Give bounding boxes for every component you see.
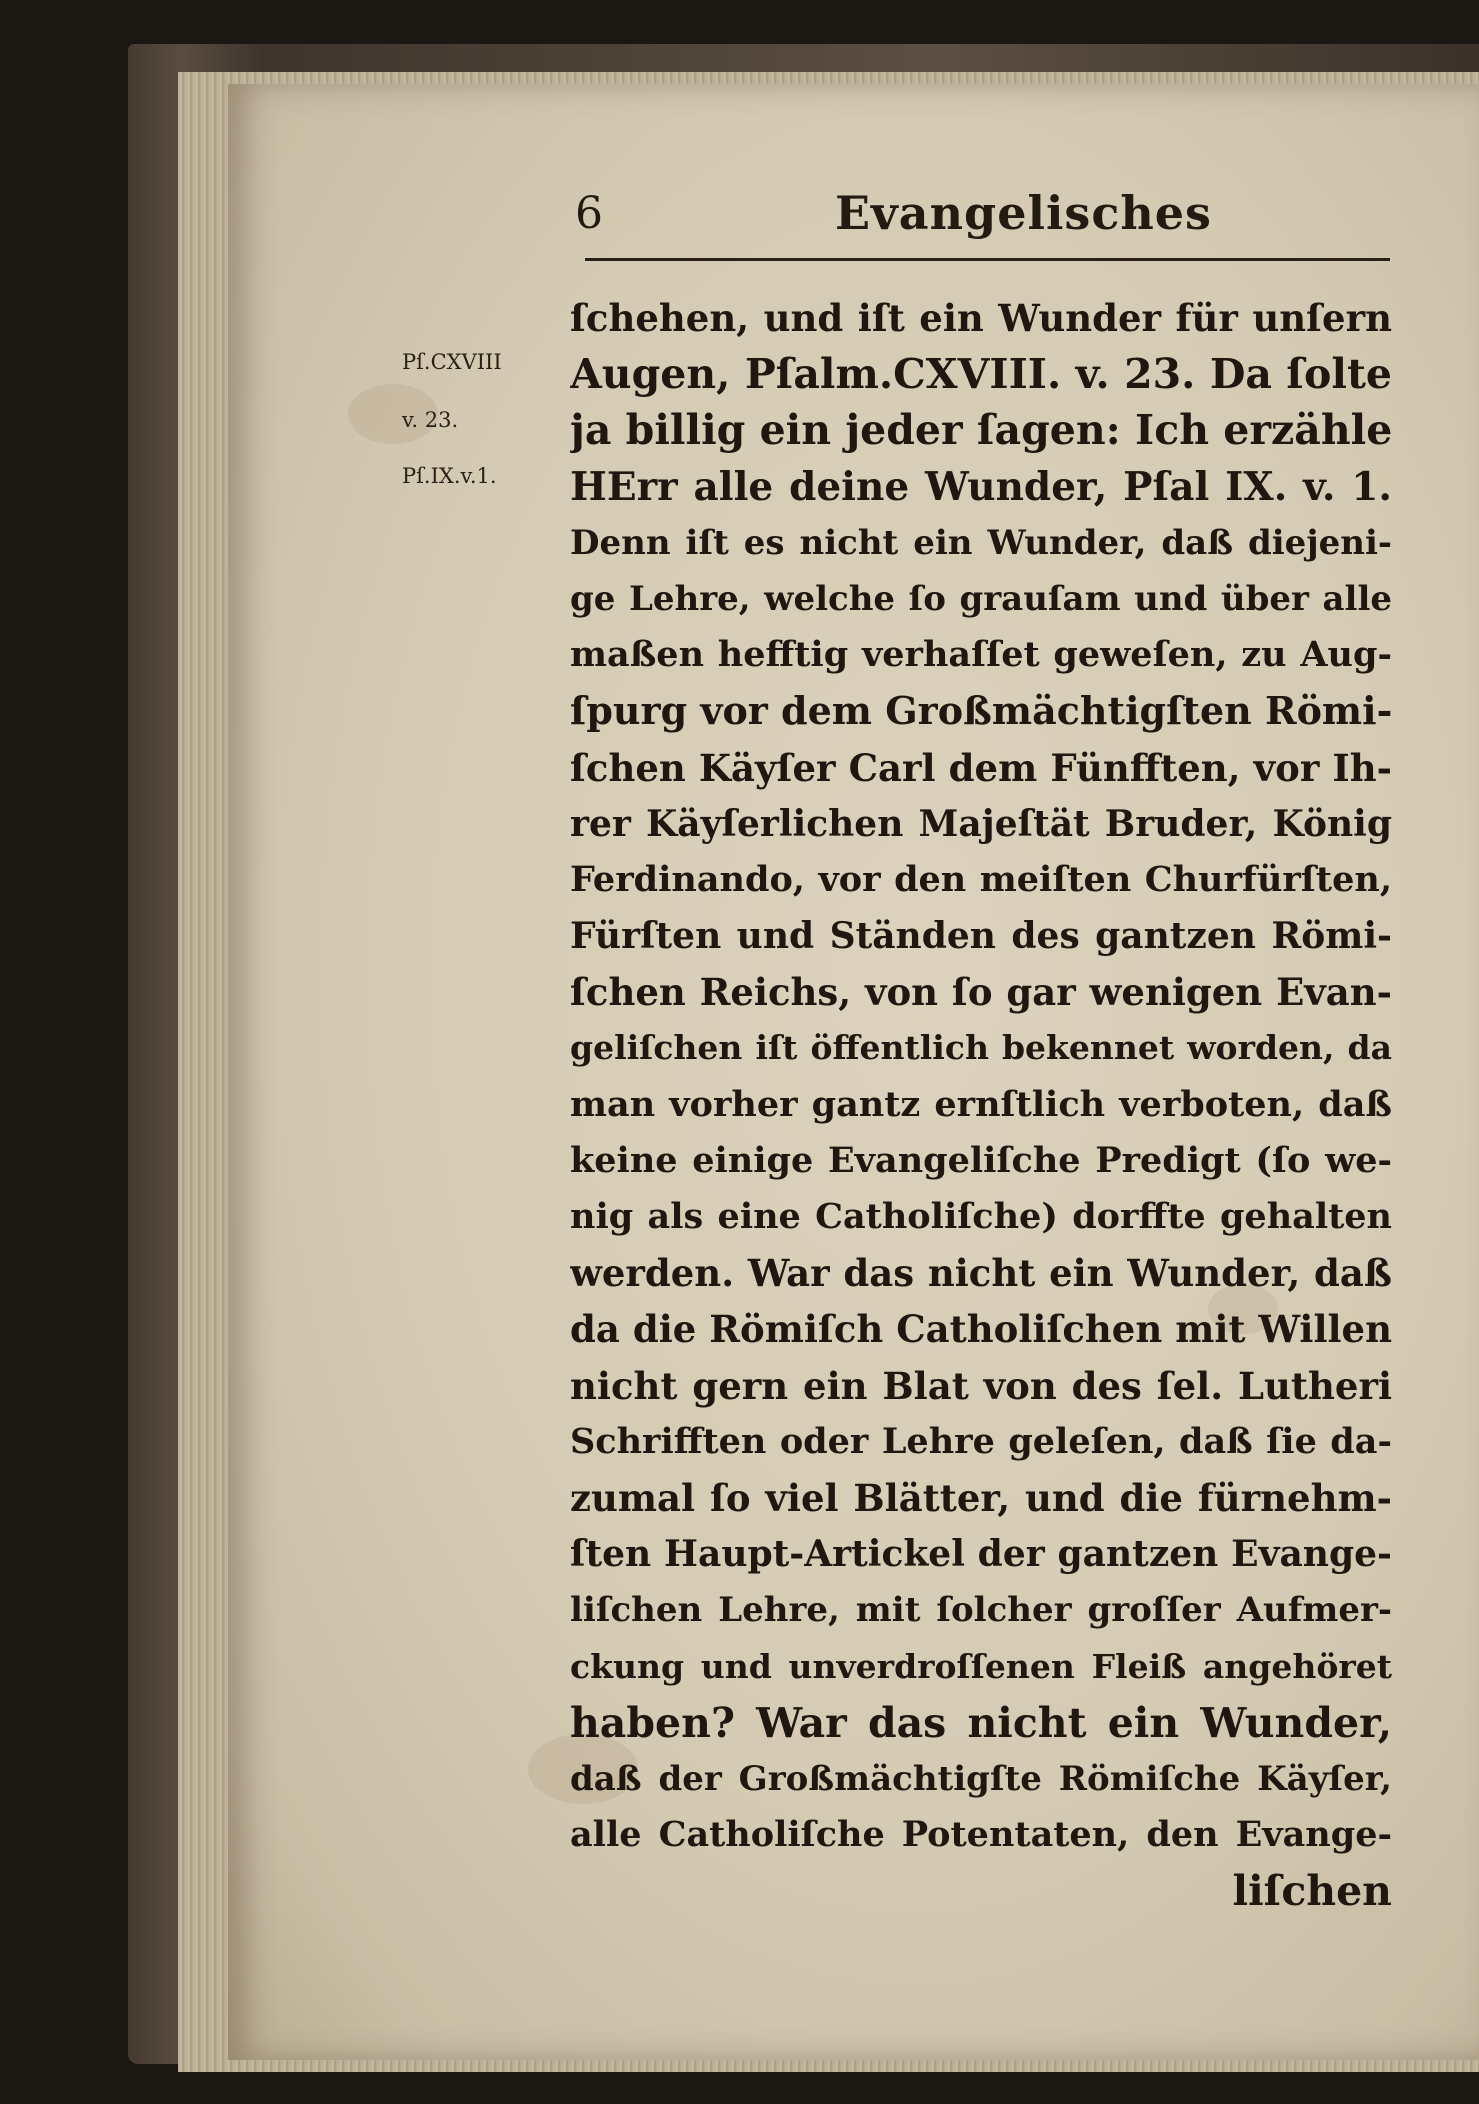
margin-note: v. 23. bbox=[402, 408, 459, 432]
text-line: ſchen Reichs, von ſo gar wenigen Evan- bbox=[570, 970, 1392, 1015]
text-line: ſpurg vor dem Großmächtigſten Römi- bbox=[570, 688, 1392, 734]
text-line: Schrifften oder Lehre geleſen, daß ſie da- bbox=[570, 1420, 1392, 1462]
text-line: HErr alle deine Wunder, Pſal IX. v. 1. bbox=[570, 463, 1392, 510]
text-line: ſchehen, und iſt ein Wunder für unſern bbox=[570, 296, 1392, 340]
text-line: da die Römiſch Catholiſchen mit Willen bbox=[570, 1307, 1392, 1352]
text-line: ja billig ein jeder ſagen: Ich erzähle bbox=[570, 406, 1392, 455]
text-line: ckung und unverdroſſenen Fleiß angehöret bbox=[570, 1646, 1392, 1686]
page-number: 6 bbox=[575, 188, 603, 239]
text-line: ſchen Käyſer Carl dem Fünfften, vor Ih- bbox=[570, 745, 1392, 790]
text-line: maßen hefftig verhaſſet geweſen, zu Aug- bbox=[570, 634, 1392, 676]
text-line: nicht gern ein Blat von des ſel. Lutheri bbox=[570, 1363, 1392, 1408]
page-body-text bbox=[570, 290, 1392, 1919]
text-line: man vorher gantz ernſtlich verboten, daß bbox=[570, 1083, 1392, 1125]
text-line: liſchen Lehre, mit ſolcher groſſer Aufmer- bbox=[570, 1590, 1392, 1631]
catchword: liſchen bbox=[1232, 1867, 1392, 1916]
margin-note: Pſ.CXVIII bbox=[402, 350, 502, 374]
running-head: Evangelisches bbox=[835, 186, 1212, 240]
text-line: daß der Großmächtigſte Römiſche Käyſer, bbox=[570, 1758, 1392, 1799]
text-line: keine einige Evangeliſche Predigt (ſo we- bbox=[570, 1139, 1392, 1181]
text-line: alle Catholiſche Potentaten, den Evange- bbox=[570, 1814, 1392, 1856]
text-line: Denn iſt es nicht ein Wunder, daß diejeni- bbox=[570, 522, 1392, 563]
text-line: Ferdinando, vor den meiſten Churfürſten, bbox=[570, 858, 1392, 900]
text-line: zumal ſo viel Blätter, und die fürnehm- bbox=[570, 1475, 1392, 1520]
margin-note: Pſ.IX.v.1. bbox=[402, 464, 497, 488]
text-line: Augen, Pſalm.CXVIII. v. 23. Da ſolte bbox=[570, 350, 1392, 399]
text-line: rer Käyſerlichen Majeſtät Bruder, König bbox=[570, 802, 1392, 845]
text-line: werden. War das nicht ein Wunder, daß bbox=[570, 1251, 1392, 1296]
text-line: haben? War das nicht ein Wunder, bbox=[570, 1698, 1392, 1747]
text-line: nig als eine Catholiſche) dorffte gehalten bbox=[570, 1196, 1392, 1237]
text-line: ſten Haupt-Artickel der gantzen Evange- bbox=[570, 1533, 1392, 1576]
text-line: ge Lehre, welche ſo grauſam und über alle bbox=[570, 578, 1392, 619]
header-rule bbox=[585, 258, 1390, 261]
text-line: Fürſten und Ständen des gantzen Römi- bbox=[570, 915, 1392, 958]
text-line: geliſchen iſt öffentlich bekennet worden, da bbox=[570, 1028, 1392, 1068]
